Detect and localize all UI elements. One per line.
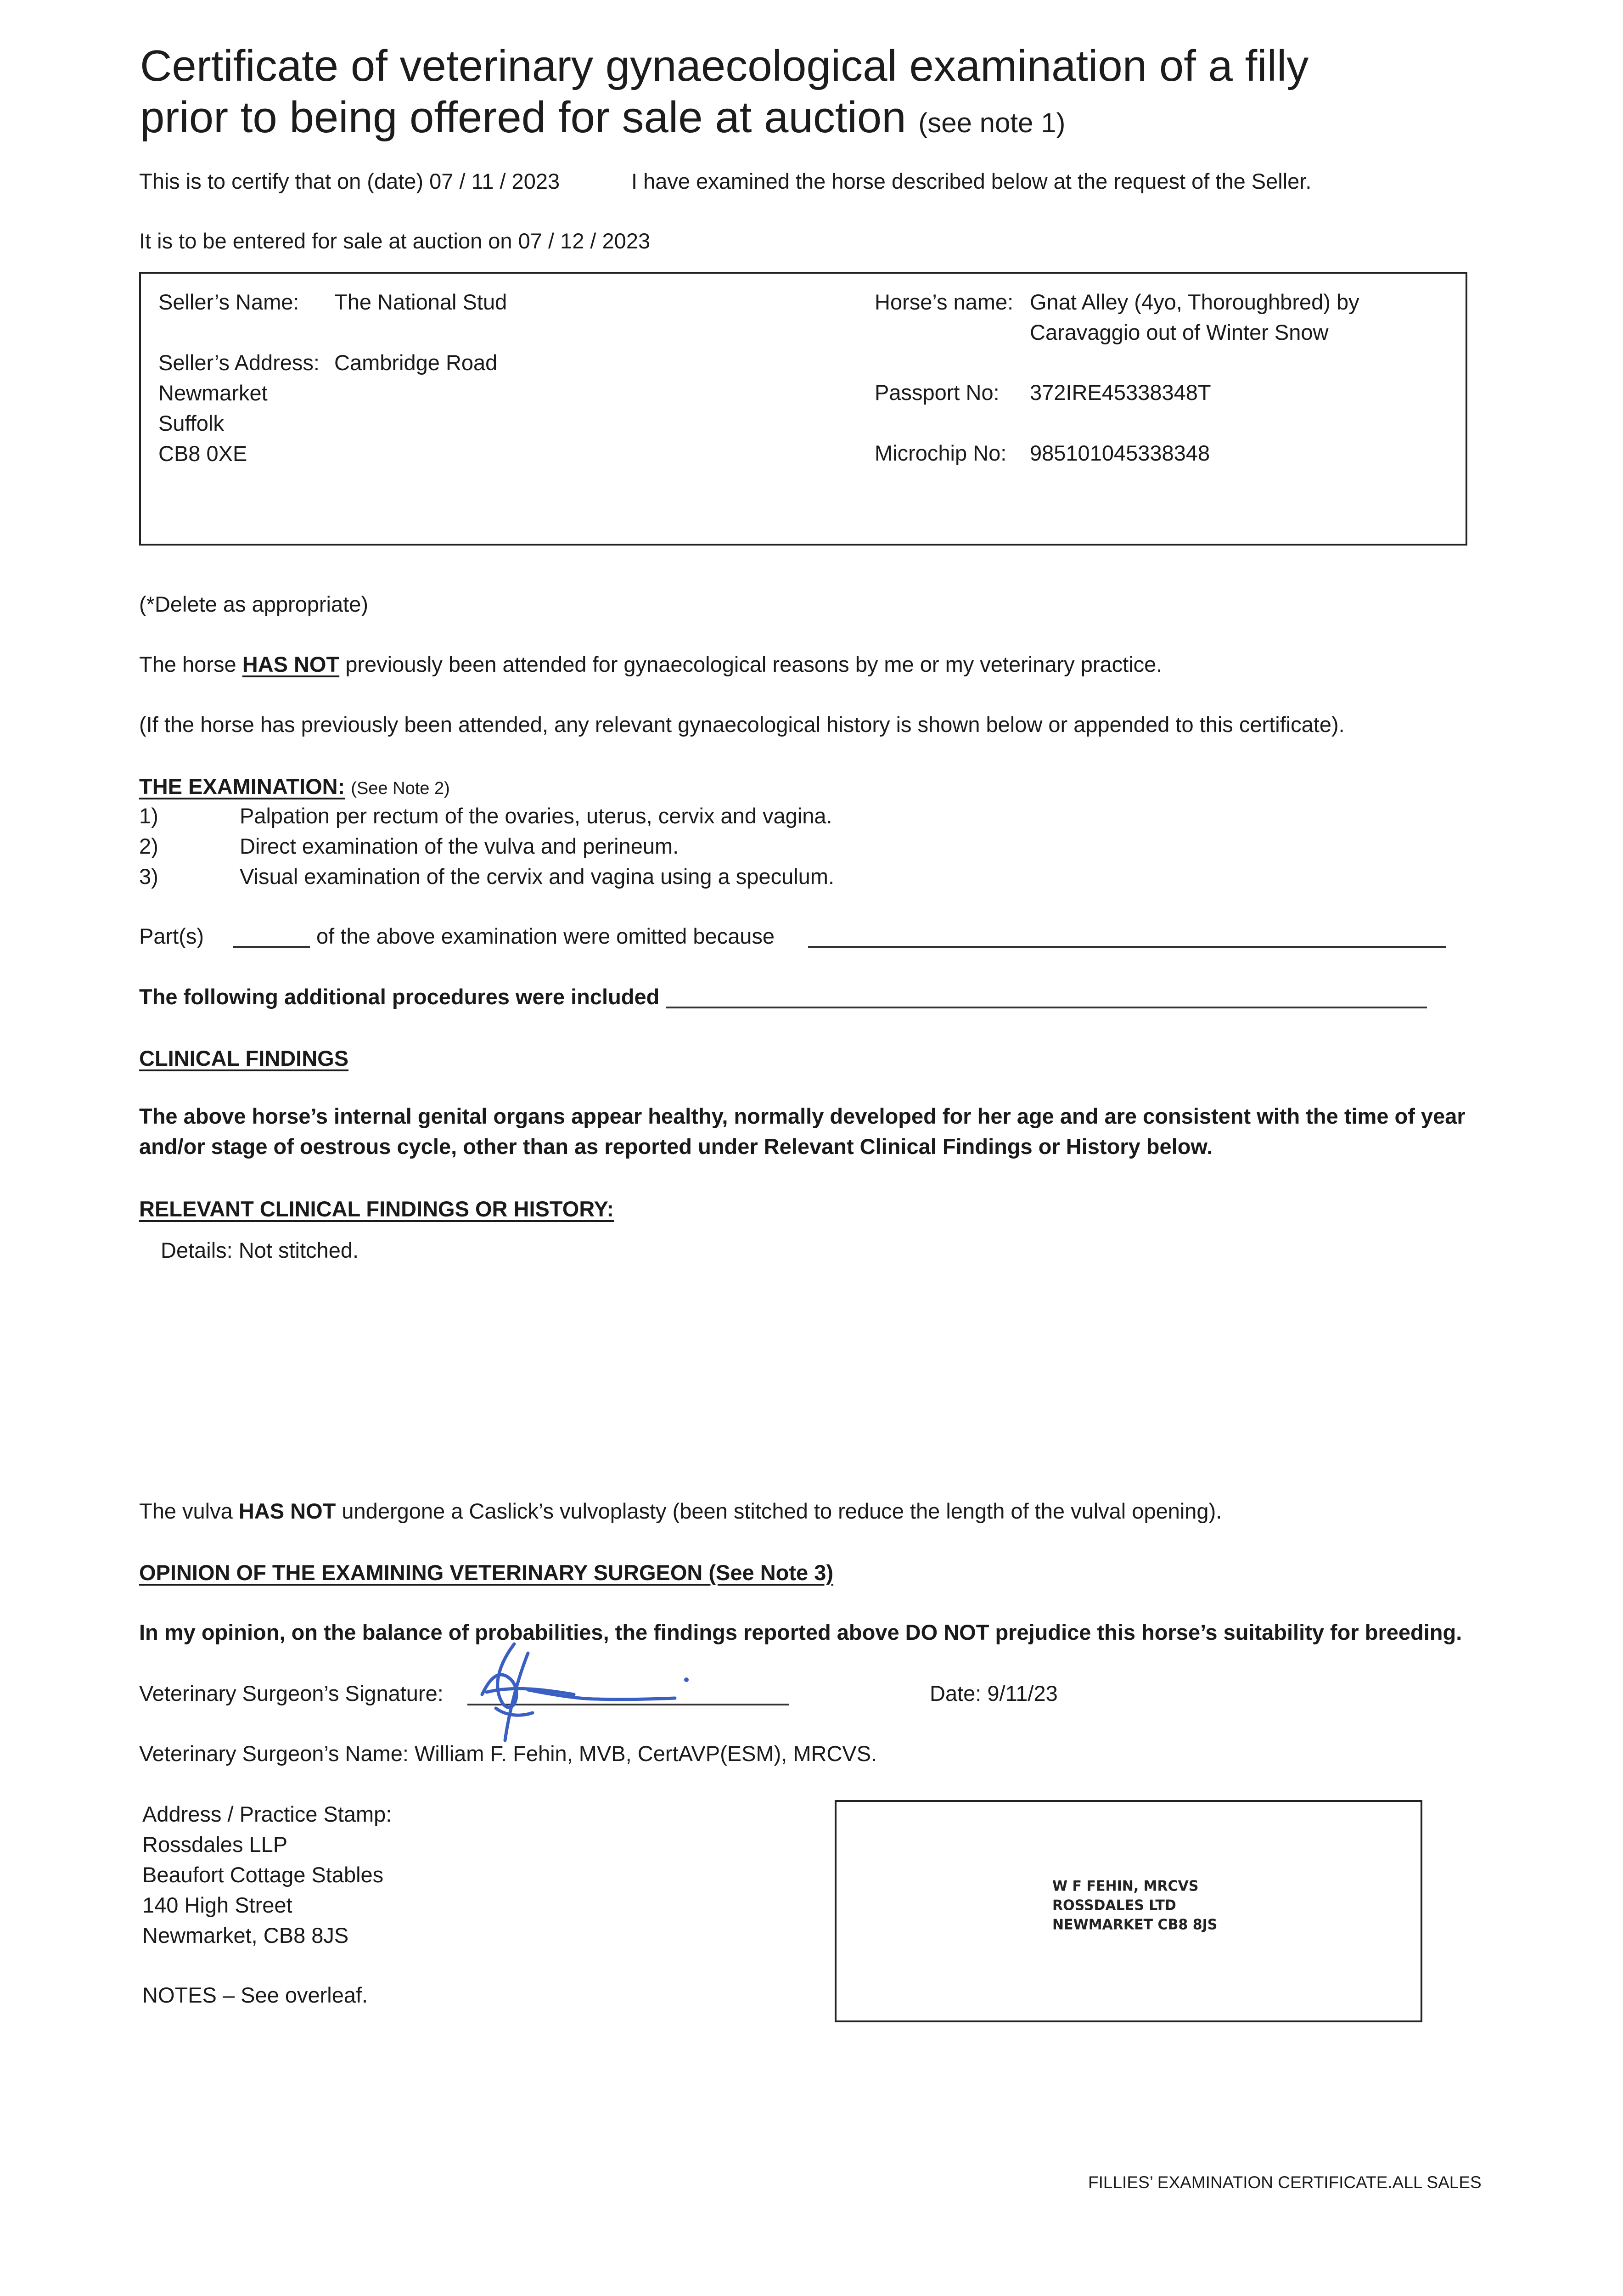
title-line-1: Certificate of veterinary gynaecological examination of a filly — [140, 41, 1309, 90]
practice-line-1: Rossdales LLP — [142, 1832, 288, 1857]
signature-label: Veterinary Surgeon’s Signature: — [139, 1681, 444, 1705]
stamp-line-3: NEWMARKET CB8 8JS — [1052, 1916, 1218, 1933]
passport-number: 372IRE45338348T — [1030, 380, 1211, 405]
seller-name: The National Stud — [334, 290, 507, 314]
notes-line: NOTES – See overleaf. — [142, 1983, 368, 2007]
practice-line-4: Newmarket, CB8 8JS — [142, 1923, 349, 1947]
details-line — [161, 1235, 359, 1266]
attended-emphasis: HAS NOT — [242, 652, 340, 676]
horse-name-line-2: Caravaggio out of Winter Snow — [1030, 320, 1329, 344]
practice-label: Address / Practice Stamp: — [142, 1802, 392, 1826]
horse-name-line-1: Gnat Alley (4yo, Thoroughbred) by — [1030, 290, 1359, 314]
horse-name-label: Horse’s name: — [875, 290, 1014, 314]
microchip-number: 985101045338348 — [1030, 441, 1210, 465]
history-note: (If the horse has previously been attended, any relevant gynaecological history is shown below or appended to this certificate). — [139, 712, 1345, 737]
practice-line-2: Beaufort Cottage Stables — [142, 1863, 384, 1887]
seller-address-line-1: Cambridge Road — [334, 350, 498, 375]
opinion-text: In my opinion, on the balance of probabilities, the findings reported above DO NOT prejudice this horse’s suitability for breeding. — [139, 1620, 1462, 1644]
seller-address-line-4: CB8 0XE — [158, 441, 247, 466]
signature-date — [930, 1678, 1058, 1709]
delete-note: (*Delete as appropriate) — [139, 592, 368, 616]
stamp-line-2: ROSSDALES LTD — [1052, 1897, 1176, 1914]
examination-item-num-1: 1) — [139, 804, 158, 828]
certify-suffix: I have examined the horse described below at the request of the Seller. — [631, 169, 1312, 193]
date-label: Date: — [930, 1681, 982, 1705]
opinion-heading: OPINION OF THE EXAMINING VETERINARY SURGEON (See Note 3) — [139, 1560, 834, 1585]
footer-label: FILLIES’ EXAMINATION CERTIFICATE.ALL SALES — [1088, 2173, 1482, 2192]
clinical-findings-heading: CLINICAL FINDINGS — [139, 1046, 349, 1070]
examination-item-3: Visual examination of the cervix and vagina using a speculum. — [240, 864, 835, 889]
examination-item-2: Direct examination of the vulva and perineum. — [240, 834, 679, 858]
microchip-label: Microchip No: — [875, 441, 1007, 465]
seller-name-label: Seller’s Name: — [158, 290, 299, 314]
certify-line — [139, 166, 560, 197]
additional-procedures: The following additional procedures were included — [139, 985, 660, 1009]
surgeon-name-label: Veterinary Surgeon’s Name: — [139, 1741, 409, 1766]
surgeon-name-line — [139, 1739, 877, 1769]
auction-date: 07 / 12 / 2023 — [518, 229, 651, 253]
stamp-line-1: W F FEHIN, MRCVS — [1052, 1878, 1199, 1895]
seller-address-line-2: Newmarket — [158, 381, 268, 405]
relevant-findings-heading: RELEVANT CLINICAL FINDINGS OR HISTORY: — [139, 1197, 614, 1221]
examination-item-num-2: 2) — [139, 834, 158, 858]
passport-label: Passport No: — [875, 380, 1000, 405]
omitted-parts-blank — [233, 946, 310, 948]
certify-prefix: This is to certify that on (date) — [139, 169, 424, 193]
title-line-2: prior to being offered for sale at auction (see note 1) — [140, 93, 1066, 142]
clinical-findings-line-1: The above horse’s internal genital organs appear healthy, normally developed for her age and are consistent with the time of year — [139, 1104, 1466, 1128]
seller-address-label: Seller’s Address: — [158, 350, 320, 375]
signature-scribble — [482, 1644, 675, 1740]
omitted-middle: of the above examination were omitted because — [316, 924, 775, 948]
vulva-emphasis: HAS NOT — [238, 1499, 336, 1523]
details-label: Details: — [161, 1238, 233, 1262]
omitted-reason-blank — [808, 946, 1446, 948]
auction-line — [139, 226, 650, 256]
title-note: (see note 1) — [918, 107, 1066, 138]
examination-heading-note: (See Note 2) — [351, 779, 450, 798]
certificate-title — [140, 40, 1517, 149]
details-value: Not stitched. — [238, 1238, 359, 1262]
vulva-statement: The vulva HAS NOT undergone a Caslick’s vulvoplasty (been stitched to reduce the length of the vulval opening). — [139, 1499, 1222, 1523]
omitted-prefix: Part(s) — [139, 924, 204, 948]
practice-line-3: 140 High Street — [142, 1893, 292, 1917]
examination-date: 07 / 11 / 2023 — [429, 169, 560, 193]
examination-item-1: Palpation per rectum of the ovaries, uterus, cervix and vagina. — [240, 804, 832, 828]
date-value: 9/11/23 — [987, 1681, 1058, 1705]
examination-item-num-3: 3) — [139, 864, 158, 889]
examination-heading: THE EXAMINATION: (See Note 2) — [139, 774, 450, 799]
attended-statement: The horse HAS NOT previously been attended for gynaecological reasons by me or my veterinary practice. — [139, 652, 1162, 676]
additional-procedures-blank — [666, 1007, 1427, 1008]
seller-address-line-3: Suffolk — [158, 411, 224, 435]
surgeon-name: William F. Fehin, MVB, CertAVP(ESM), MRCVS. — [415, 1741, 877, 1766]
stamp-text — [1052, 1877, 1217, 1935]
auction-prefix: It is to be entered for sale at auction on — [139, 229, 512, 253]
signature-dot — [684, 1677, 689, 1682]
clinical-findings-line-2: and/or stage of oestrous cycle, other than as reported under Relevant Clinical Findings or History below. — [139, 1134, 1213, 1159]
